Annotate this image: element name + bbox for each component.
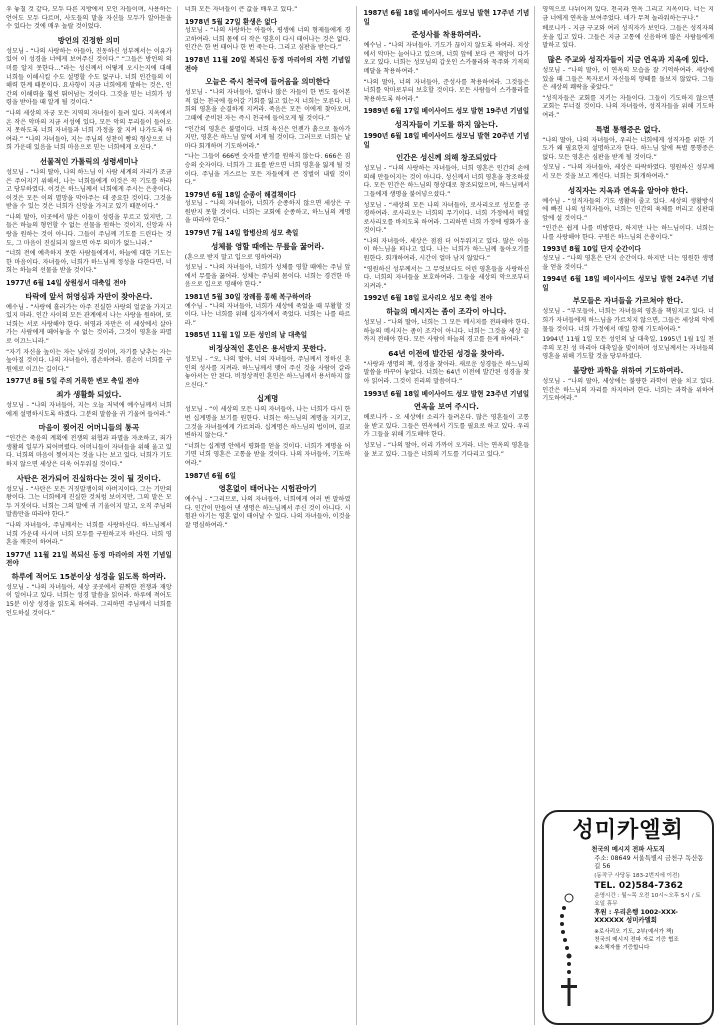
paragraph: 성모님 - “나의 자녀들아, 세상 곳곳에서 끔찍한 전쟁과 재앙이 일어나고 있다. 너희는 성경 말씀을 읽어라. 하루에 적어도 15분 이상 성경을 읽도록 하여라. 그리하면 주님께서 너희를 인도하실 것이다.” [6, 583, 172, 617]
paragraph: “나의 딸아, 나의 자녀들아, 우리는 너희에게 성직자를 위한 기도가 왜 필요한지 설명하고자 한다. 하느님 앞에 특별 통행증은 없다. 모든 영혼은 심판을 받게 될 것이다.” [542, 136, 714, 161]
date-line: 1987년 6월 6일 [184, 471, 236, 480]
section-heading: 인간은 성신께 의해 창조되었다 [396, 153, 497, 163]
paragraph: 1994년 11월 1일 모든 성인의 날 대축일, 1995년 1월 1일 천주의 모친 성 마리아 대축일을 맞이하며 성모님께서는 자녀들의 영혼을 위해 기도할 것을 당부하셨다. [542, 336, 714, 361]
note-line-3: ※소책자를 기증합니다 [594, 944, 650, 951]
section-heading: 죄가 생활화 되었다. [56, 389, 122, 399]
paragraph: 성모님 - “나의 자녀들아, 너희가 순종하지 않으면 세상은 구원받지 못할 것이다. 너희는 교회에 순종하고, 하느님의 계명을 따라야 한다.” [184, 200, 351, 225]
paragraph: “너희 전에 예측하지 못한 사람들에게서, 하늘에 대한 기도는 한 마음이다. 자녀들아, 너희가 하느님께 정성을 다한다면, 너희는 하늘의 선물을 받을 것이다.” [6, 250, 172, 275]
paragraph: 성모님 - “세상의 모든 나의 자녀들아, 로사리오로 성모를 공경하여라. 로사리오는 너희의 무기이다. 너희 가정에서 매일 로사리오를 바치도록 하여라. 그리하면 너희 가정에 평화가 올 것이다.” [363, 201, 530, 235]
phone-number: TEL. 02)584-7362 [594, 880, 684, 891]
paragraph: 성모님 - “나의 사랑하는 아들아, 진동하신 성부께서는 이유가 있어 이 성경을 너에게 보여주신 것이다.” “그들은 방언의 의미를 알지 못한다…”라는 성신께서 어떻게 오시는지에 대해 너희들 이해시킬 수도 설명할 수도 없구나. 너희 인간들의 이해력 한계 때문이다. 요사항이 지금 너희에게 말하는 것은, 인간의 이해력을 훨씬 뛰어넘는 것이다. 그것을 믿는 너희가 성령을 받아들 때 알게 될 것이다.” [6, 47, 172, 107]
paragraph: 성모님 - “나의 자녀들아, 얼마나 많은 자들이 한 번도 들어본 적 없는 천국에 들어갈 기회를 잃고 있는지 너희는 모른다. 너희의 영혼을 순결하게 지켜라. 죽음은 모든 이에게 찾아오며, 그때에 준비된 자는 즉시 천국에 들어오게 될 것이다.” [184, 89, 351, 122]
paragraph: 성모님 - “나의 자녀들아, 너희가 성체를 영할 때에는 주님 앞에서 무릎을 꿇어라. 성체는 주님의 몸이다. 너희는 경건한 마음으로 입으로 영해야 한다.” [184, 264, 351, 289]
paragraph: 성모님 - “나의 딸아, 세상에는 불량한 과학이 판을 치고 있다. 인간은 하느님의 자리를 차지하려 한다. 너희는 과학을 위하여 기도하여라.” [542, 378, 714, 403]
paragraph: 성모님 - “나의 딸아, 이 연옥의 모습을 잘 기억하여라. 세상에 있을 때 그들은 목자로서 자신들의 양떼를 돌보지 않았다. 그들은 세상의 쾌락을 좇았다.” [542, 66, 714, 92]
paragraph: 성모님 - “나의 딸아, 너희는 그 모든 메시지를 전파해야 한다. 하늘의 메시지는 좀이 조각이 아니다. 너희는 그것을 세상 끝까지 전해야 한다. 모든 사람이 하늘의 경고를 듣게 하여라.” [363, 319, 530, 344]
paragraph: 너희 모든 자녀들이 큰 값을 배우고 있다.” [184, 6, 298, 13]
paragraph: “나의 딸아, 너의 자녀들아, 준성사를 착용하여라. 그것들은 너희를 악마로부터 보호할 것이다. 모든 사람들이 스카풀라를 착용하도록 하여라.” [363, 78, 530, 103]
column-1-text [6, 6, 172, 618]
paragraph: “자기 자신을 높이는 자는 낮아질 것이며, 자기를 낮추는 자는 높아질 것이다. 나의 자녀들아, 겸손하여라. 겸손이 너희를 구원에로 이끄는 길이다.” [6, 348, 172, 373]
section-heading: 특별 통행증은 없다. [595, 124, 661, 134]
column-3-text [364, 9, 530, 459]
date-line: 1993년 8월 10일 단지 순간이다 [542, 245, 641, 254]
paragraph: “성직자들은 교회를 지키는 자들이다. 그들이 기도하지 않으면 교회는 무너질 것이다. 나의 자녀들아, 성직자들을 위해 기도하여라.” [542, 94, 714, 119]
paragraph: 예수님 - “나의 자녀들아. 기도가 끊이지 않도록 하여라. 지상에서 악마는 늘어나고 있으며, 너희 앞에 보다 큰 재앙이 다가오고 있다. 너희는 성모님의 갑옷인 스카풀라와 묵주와 기적의 메달을 착용하여라.” [363, 42, 530, 75]
paragraph: “인간의 영혼은 불멸이다. 너희 육신은 언젠가 흙으로 돌아가지만, 영혼은 하느님 앞에 서게 될 것이다. 그러므로 너희는 날마다 회개하며 기도하여라.” [184, 125, 351, 150]
section-heading: 하늘의 메시지는 좀이 조각이 아니다. [386, 307, 507, 317]
paragraph: “인간은 죽음의 계획에 전쟁의 위협과 파멸을 자초하고, 죄가 생활의 일부가 되어버렸다. 어머니들이 자녀들을 위해 울고 있다. 너희의 마음이 찢어지는 것을 나는 보고 있다. 너희가 기도하지 않으면 세상은 더욱 어두워질 것이다.” [6, 435, 172, 468]
column-2 [185, 6, 357, 1025]
section-heading: 선물적인 가톨릭의 성령세미나 [39, 156, 138, 166]
paragraph: “영원하신 성부께서는 그 무엇보다도 어린 영혼들을 사랑하신다. 너희의 자녀들을 보호하여라. 그들을 세상의 악으로부터 지켜라.” [363, 265, 530, 290]
paragraph: “인간은 쉽게 나를 비방한다, 하지만 나는 하느님이다. 너희는 나를 사랑해야 한다. 구원은 하느님의 은총이다.” [542, 225, 714, 241]
date-line: 1993년 6월 18일 베이사이드 성모 발현 23주년 기념일 [363, 389, 530, 398]
section-heading: 성직자는 지옥과 연옥을 알아야 한다. [568, 185, 689, 195]
paragraph: 베로니카 - 오 세상에! 소리가 들려온다. 많은 영혼들이 고통을 받고 있다. 그들은 연옥에서 기도를 필요로 하고 있다. 우리가 그들을 위해 기도해야 한다. [363, 414, 530, 439]
paragraph: 성모님 - “부모들아, 너희는 자녀들의 영혼을 책임지고 있다. 너희가 자녀들에게 하느님을 가르치지 않으면, 그들은 세상의 악에 물들 것이다. 너희 가정에서 매일 함께 기도하여라.” [542, 308, 714, 333]
section-heading: 불량한 과학을 위하여 기도하여라. [572, 366, 684, 375]
opening-hours: 운영시간 : 월~목 오전 10시~오후 5시 / 토요일 휴무 [594, 892, 701, 907]
contact-box [542, 810, 714, 1025]
section-heading: 비정상적인 혼인은 용서받지 못한다. [208, 344, 327, 353]
paragraph: 성모님 - “사탄은 모든 거짓말쟁이의 아버지이다. 그는 기만의 왕이다. 그는 너희에게 진실한 것처럼 보이지만, 그의 말은 모두 거짓이다. 너희는 그의 말에 귀 기울이지 말고, 오직 주님의 말씀만을 따라야 한다.” [6, 485, 172, 519]
paragraph: “나의 딸아, 이곳에서 많은 이들이 성령을 부르고 있지만, 그들은 하늘의 형언할 수 없는 선물을 원하는 것이지, 신앙과 사랑을 원하는 것이 아니다. 그들이 주님께 기도를 드린다는 것도, 그 마음이 진실되지 않으면 아무 의미가 없느니라.” [6, 213, 172, 247]
paragraph: 성모님 - “나의 사랑하는 아들아, 평생에 너의 형제들에게 경고하여라. 너희 몸에 더 작은 영혼이 다시 태어나는 것은 없다. 인간은 한 번 태어나 한 번 죽는다. 그리고 심판을 받는다.” [184, 27, 351, 52]
section-heading: 마음이 찢어진 어머니들의 통곡 [38, 423, 140, 433]
column-4 [542, 6, 714, 1025]
column-2-text [185, 6, 351, 531]
section-heading: 타락에 앞서 허영심과 자만이 찾아온다. [25, 291, 153, 301]
date-line: 1977년 6월 14일 상원성서 대축일 전야 [6, 279, 127, 288]
paragraph: 성모님 - “나의 사랑하는 자녀들아, 너희 영혼은 인간의 손에 의해 만들어지는 것이 아니다. 성신께서 너희 영혼을 창조하셨다. 모든 인간은 하느님의 형상대로 창조되었으며, 하느님께서 그들에게 생명을 불어넣으셨다.” [363, 165, 530, 198]
paragraph: 예수님 - “그리므로, 나의 자녀들아, 너희에게 여러 번 말하였다. 인간이 만들어 낸 생명은 하느님께서 주신 것이 아니다. 시험관 아기는 영혼 없이 태어날 수 있다. 나의 자녀들아, 이것을 잘 명심하여라.” [184, 496, 351, 529]
section-heading: 많은 주교와 성직자들이 지금 연옥과 지옥에 있다. [547, 54, 709, 64]
section-heading: 영혼없이 태어나는 시험관아기 [218, 484, 317, 494]
date-line: 1989년 6월 17일 베이사이드 성모 발현 19주년 기념일 [363, 107, 530, 116]
paragraph: “나의 자녀들아, 주님께서는 너희를 사랑하신다. 하느님께서 너희 가운데 사시며 너희 모두를 구원하고자 하신다. 너희 영혼을 깨끗이 하여라.” [6, 521, 172, 547]
paragraph: 예수님 - “사랑에 흘러가는 아주 진실한 사랑의 얼굴을 가지고 있지 마라. 인간 사이의 모든 관계에서 나는 사랑을 원하며, 또 너희는 서로 사랑해야 한다. 허영과 자만은 이 세상에서 살아가는 사람에게 떼어놓을 수 없는 것이라, 그것이 영혼을 파멸로 이끄느니라.” [6, 303, 172, 345]
note-line-2: 천국의 메시지 전파 자료 기증 협조 [594, 936, 679, 943]
paragraph: “너희는 십계명 안에서 평화를 얻을 것이다. 너희가 계명을 어기면 너희 영혼은 고통을 받을 것이다. 나의 자녀들아, 기도하여라.” [184, 442, 351, 467]
section-heading: 하루에 적어도 15분이상 성경을 읽도록 하여라. [11, 571, 167, 581]
date-line: 1990년 6월 18일 베이사이드 성모님 발현 20주년 기념일 [363, 131, 530, 149]
paragraph: 성모님 - “이 세상의 모든 나의 자녀들아, 나는 너희가 다시 한번 십계명을 보기를 원한다. 너희는 하느님의 계명을 지키고, 그것을 자녀들에게 가르쳐라. 십계명은 하느님의 법이며, 결코 변하지 않는다.” [184, 406, 351, 440]
section-heading: 성체를 영할 때에는 무릎을 꿇어라. [211, 241, 325, 251]
paragraph: 우 놓칠 것 같다, 모두 다른 지방에서 모인 자들이며, 사용하는 언어도 모두 다르며, 사도들의 말을 자신들 모두가 알아듣을 수 있다는 것에 매우 놀랄 것이었다. [6, 6, 172, 31]
date-line: 1981년 5월 30일 장례를 통해 복구하여라 [184, 293, 312, 302]
date-line: 1994년 6월 18일 베이사이드 성모님 발현 24주년 기념일 [542, 275, 714, 292]
date-line: 1977년 8월 5일 주의 거룩한 변모 축일 전야 [6, 377, 139, 386]
note-line-1: ※로사리오 기도, 2부(예서가 책) [594, 928, 674, 935]
date-line: 1992년 6월 18일 로사리오 성모 축일 전야 [363, 294, 493, 303]
paragraph: 예수님 - “나의 자녀들아, 너희가 세상에 죽었을 때 부활할 것이다. 나는 너희를 위해 십자가에서 죽었다. 너희는 나를 따르라.” [184, 302, 351, 327]
column-1 [6, 6, 178, 1025]
column-4-text [542, 6, 714, 406]
date-line: 1987년 6월 18일 베이사이드 성모님 발현 17주년 기념일 [363, 9, 530, 26]
column-layout [6, 6, 714, 1025]
address-note: (동작구 사당동 183-2번지에 이전) [594, 872, 680, 879]
address-text: 주소: 08649 서울특별시 금천구 독산동길 56 [594, 854, 704, 871]
paragraph: (혼으로 받지 말고 입으로 영하여라) [184, 253, 282, 261]
paragraph: 성모님 - “나의 딸아, 나의 하느님 이 사람 세계의 자리가 조금은 주어지기 위해서, 나는 너희들에게 이것은 꼭 기도를 하라고 당부하였다. 이것은 하느님께서 너희에게 주시는 은총이다. 이것은 모든 이의 멸망을 막아주는 데 중요한 것이다. 그것을 받을 수 있는 것은 너희가 신앙을 가지고 있기 때문이다.” [6, 168, 172, 211]
section-heading: 십계명 [256, 394, 279, 404]
section-heading: 준성사를 착용하여라. [411, 30, 482, 40]
section-heading: 사탄은 전가되어 진실하다는 것이 될 것이다. [16, 473, 161, 483]
paragraph: “나의 세상의 자궁 모든 지역의 자녀들이 들려 있다. 지옥에서 온 작은 악마의 지금 서성에 있다, 모든 악의 무리들이 들어오지 못하도록 너희 자녀들과 너희 가정을 잘 지켜 나가도록 하여라.” “나의 자녀들아, 지는 주님의 성찬이 빵의 형상으로 너희 가운데 있음을 너희 마음으로 믿는 너희에게 오신다.” [6, 109, 172, 152]
paragraph: 성모님 - “나의 자녀들아, 세상은 타락하였다. 영원하신 성부께서 모든 것을 보고 계신다. 너희는 회개하여라.” [542, 164, 714, 180]
paragraph: 예수님 - “성직자들의 기도 생활이 줄고 있다. 세상의 생활방식에 빠진 나의 성직자들아, 너희는 인간의 육체를 버리고 심판대 앞에 설 것이다.” [542, 197, 714, 222]
section-heading: 오늘은 즉시 천국에 들어옴을 의미한다 [205, 77, 330, 87]
paragraph: 베로니카 - 지금 구교와 여러 성직자가 보인다. 그들은 성직자의 옷을 입고 있다. 그들은 지금 고통에 신음하며 많은 사람들에게 말하고 있다. [542, 25, 714, 50]
organization-subtitle: 천국의 메시지 전파 사도직 [591, 846, 665, 853]
paragraph: 성모님 - “오, 나의 딸아, 너의 자녀들아, 주님께서 정하신 혼인의 성사를 지켜라. 하느님께서 맺어 주신 것을 사람이 갈라놓아서는 안 된다. 비정상적인 혼인은 하느님께서 용서하지 않으신다.” [184, 356, 351, 389]
paragraph: 영역으로 나뉘어져 있다. 천국과 연옥 그리고 지옥이다. 너는 지금 너에게 연옥을 보여주었다. 네가 무척 놀라워하는구나.” [542, 6, 714, 22]
column-3 [364, 6, 536, 1025]
date-line: 1978년 5월 27일 환생은 없다 [184, 17, 278, 26]
rosary-icon [554, 892, 584, 1012]
organization-name: 성미카엘회 [572, 818, 684, 843]
section-heading: 64년 이전에 발간된 성경을 찾아라. [388, 348, 505, 358]
paragraph: 성모님 - “나의 딸아, 이리 가까이 오거라. 너는 연옥의 영혼들을 보고 있다. 그들은 너희의 기도를 기다리고 있다.” [363, 441, 530, 458]
date-line: 1979년 6월 18일 순종이 해결책이다 [184, 190, 297, 199]
paragraph: “나의 자녀들아, 세상은 점점 더 어두워지고 있다. 많은 이들이 하느님을 떠나고 있다. 나는 너희가 하느님께 돌아오기를 원한다. 회개하여라, 시간이 얼마 남지 않았다.” [363, 237, 530, 263]
date-line: 1977년 11월 21일 복되신 동정 마리아의 자헌 기념일 전야 [6, 550, 172, 568]
section-heading: 방언의 진정한 의미 [57, 35, 120, 45]
paragraph: 성모님 - “나의 자녀들아, 지는 오늘 저녁에 예수님께서 너희에게 설명하시도록 하겠다. 그분의 말씀을 귀 기울여 들어라.” [6, 401, 172, 418]
date-line: 1985년 11월 1일 모든 성인의 날 대축일 [184, 331, 308, 340]
section-heading: 성직자들이 기도를 하지 않는다. [394, 119, 499, 129]
section-heading: 부모들은 자녀들을 가르쳐야 한다. [572, 296, 684, 306]
paragraph: “사랑과 생명의 책, 성경을 찾아라. 새로운 성경들은 하느님의 말씀을 바꾸어 놓았다. 너희는 64년 이전에 발간된 성경을 찾아 읽어라. 그것이 진리의 말씀이다.” [363, 360, 530, 385]
bank-account: 후원 : 우리은행 1002-XXX-XXXXXX 성미카엘회 [594, 907, 678, 925]
paragraph: 성모님 - “나의 영혼은 단지 순간이다. 하지만 너는 영원한 생명을 얻을 것이다.” [542, 255, 714, 271]
date-line: 1979년 7월 14일 합병산의 성모 축일 [184, 229, 299, 238]
section-heading: 연옥을 보여 주시다. [413, 402, 479, 412]
paragraph: “나는 그들이 666번 숫자를 받기를 원하지 않는다. 666은 짐승의 숫자이다. 너희가 그 표를 받으면 너희 영혼을 잃게 될 것이다. 주님을 거스르는 모든 자들에게 큰 징벌이 내릴 것이다.” [184, 153, 351, 187]
date-line: 1978년 11월 20일 복되신 동정 마리아의 자헌 기념일 전야 [184, 55, 351, 73]
